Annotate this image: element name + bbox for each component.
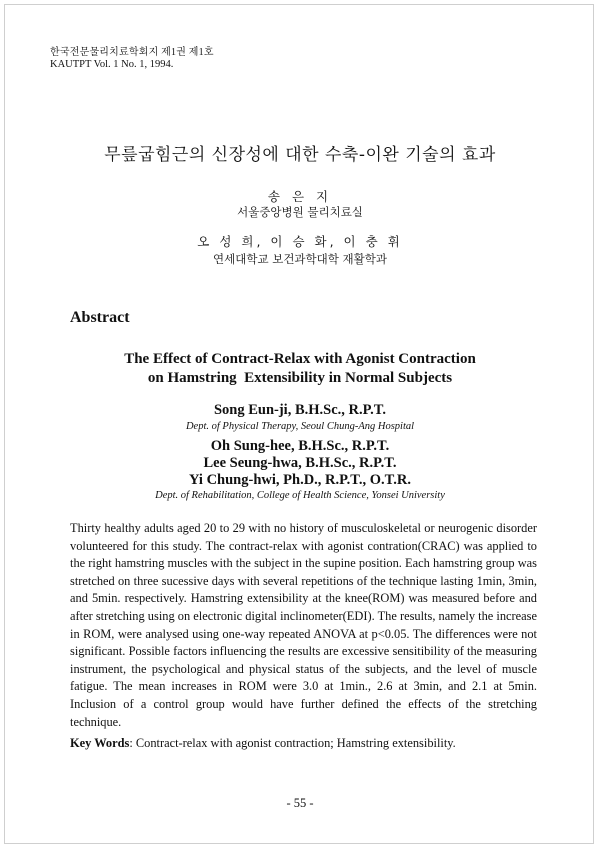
title-line-1: The Effect of Contract-Relax with Agonist Contraction — [124, 351, 476, 367]
journal-name-korean: 한국전문물리치료학회지 제1권 제1호 — [50, 47, 214, 58]
affiliation-korean-1: 서울중앙병원 물리치료실 — [237, 205, 363, 219]
journal-citation: KAUTPT Vol. 1 No. 1, 1994. — [50, 59, 174, 70]
authors-korean-2: 오 성 희, 이 승 화, 이 충 휘 — [197, 234, 403, 249]
title-line-2: on Hamstring Extensibility in Normal Subjects — [147, 370, 453, 386]
author-english-3: Lee Seung-hwa, B.H.Sc., R.P.T. — [203, 455, 397, 471]
paper-title-english — [0, 350, 600, 388]
page-number: - 55 - — [286, 796, 314, 810]
author-english-2: Oh Sung-hee, B.H.Sc., R.P.T. — [210, 438, 390, 454]
abstract-body: Thirty healthy adults aged 20 to 29 with no history of musculoskeletal or neurogenic disorder volunteered for this study. The contract-relax with agonist contration(CRAC) was applied to the right hamstring muscles with the subject in the supine position. Each hamstring group was stretched on three sucessive days with several repetitions of the technique lasting 1min, 3min, and 5min. respectively. Hamstring extensibility at the knee(ROM) was measured before and after stretching using on electronic digital inclinometer(EDI). The results, namely the increase in ROM, were analysed using one-way repeated ANOVA at p<0.05. The differences were not significant. Possible factors influencing the results are excessive sensitibility of the measuring instrument, the psychological and physical status of the subjects, and the level of muscle fatigue. The mean increases in ROM were 3.0 at 1min., 2.6 at 3min, and 2.1 at 5min. Inclusion of a control group would have further defined the effects of the stretching technique. — [70, 521, 537, 729]
keywords-text: : Contract-relax with agonist contraction; Hamstring extensibility. — [129, 736, 456, 750]
abstract-heading: Abstract — [70, 309, 130, 326]
affiliation-korean-2: 연세대학교 보건과학대학 재활학과 — [213, 252, 387, 266]
author-english-4: Yi Chung-hwi, Ph.D., R.P.T., O.T.R. — [189, 472, 411, 488]
department-english-2: Dept. of Rehabilitation, College of Health Science, Yonsei University — [155, 490, 445, 501]
keywords — [70, 736, 456, 751]
department-english-1: Dept. of Physical Therapy, Seoul Chung-Ang Hospital — [185, 421, 415, 432]
paper-title-korean: 무릎굽힘근의 신장성에 대한 수축-이완 기술의 효과 — [104, 145, 496, 165]
keywords-label: Key Words — [70, 736, 130, 750]
author-english-1: Song Eun-ji, B.H.Sc., R.P.T. — [213, 402, 387, 418]
author-korean-1: 송 은 지 — [267, 189, 333, 204]
